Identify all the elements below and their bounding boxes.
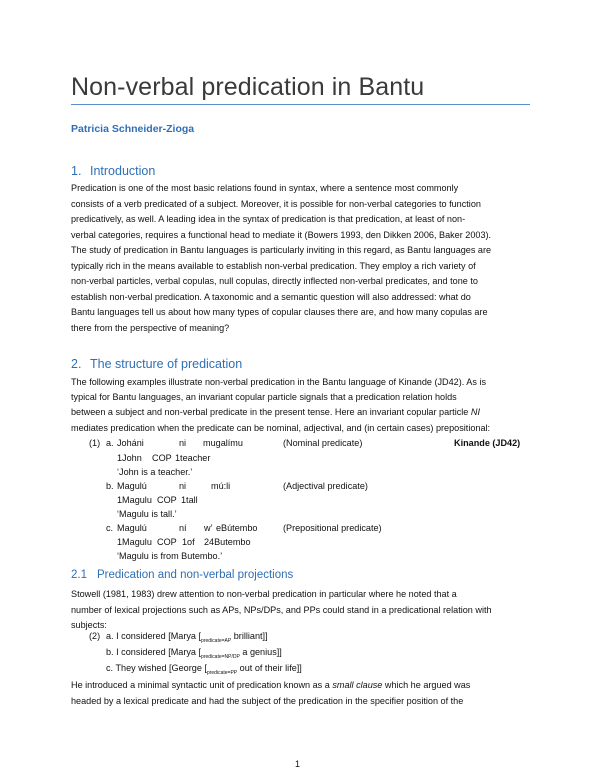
small-clause-term: small clause (332, 680, 383, 690)
para-line: consists of a verb predicated of a subject. Moreover, it is possible for non-verbal categories to function (71, 198, 481, 209)
closing-post: which he argued was (382, 680, 471, 690)
example-1a-translation: ‘John is a teacher.’ (117, 467, 193, 477)
example-1a-type: (Nominal predicate) (283, 438, 363, 448)
example-2c-pre: They wished [George [ (115, 663, 207, 673)
para-line (71, 678, 533, 694)
para-line: headed by a lexical predicate and had the subject of the predication in the specifier position of the (71, 695, 464, 706)
example-1a-label: a. (106, 438, 114, 448)
example-1b-label: b. (106, 481, 114, 491)
para-line: typically rich in the means available to establish non-verbal predication. They employ a rich variety of (71, 260, 476, 271)
example-1a-gloss: 1teacher (175, 453, 211, 463)
example-1a-word: mugalímu (203, 438, 243, 448)
example-1-language: Kinande (JD42) (454, 438, 521, 448)
copular-particle: NI (470, 407, 480, 418)
example-2c-label: c. (106, 663, 114, 673)
para-line: Stowell (1981, 1983) drew attention to non-verbal predication in particular where he noted that a (71, 589, 457, 599)
example-1c-label: c. (106, 523, 114, 533)
section-2-1-title: Predication and non-verbal projections (97, 569, 294, 581)
example-2b-pre: I considered [Marya [ (116, 647, 202, 657)
section-2-number: 2. (71, 357, 82, 371)
para-line: non-verbal particles, verbal copulas, null copulas, directly inflected non-verbal predicates, and tone to (71, 276, 478, 286)
section-2-1-number: 2.1 (71, 569, 87, 581)
closing-paragraph (71, 678, 533, 709)
para-line: typical for Bantu languages, an invariant copular particle signals that a predication relation holds (71, 392, 457, 403)
example-2c-text (115, 663, 302, 676)
para-line: The following examples illustrate non-verbal predication in the Bantu language of Kinande (JD42). As is (71, 377, 487, 387)
para-line: verbal categories, requires a functional head to mediate it (Bowers 1993, den Dikken 2006, Baker 2003). (71, 229, 492, 240)
page-number: 1 (295, 759, 301, 769)
section-2-1-paragraph (71, 587, 533, 634)
example-1b-type: (Adjectival predicate) (283, 481, 368, 491)
example-1c-word: Magulú (117, 523, 147, 533)
para-line: The study of predication in Bantu languages is particularly inviting in this regard, as Bantu languages are (71, 245, 492, 255)
section-1-heading (71, 164, 155, 178)
example-2a-post: brilliant]] (231, 631, 268, 641)
example-1c-word: ní (179, 523, 187, 533)
example-1a-gloss: COP (152, 453, 172, 463)
example-1b-translation: ‘Magulu is tall.’ (117, 509, 177, 519)
section-2-1-heading (71, 569, 293, 581)
example-2a-text (116, 631, 268, 644)
example-2c-subscript: predicate=PP (206, 669, 238, 676)
example-1a-gloss: 1John (117, 453, 142, 463)
example-1c-gloss: 24Butembo (204, 537, 251, 547)
para-line: Predication is one of the most basic relations found in syntax, where a sentence most commonly (71, 183, 459, 193)
example-1b-gloss: 1Magulu (117, 495, 152, 505)
example-1b-gloss: 1tall (181, 495, 198, 505)
closing-pre: He introduced a minimal syntactic unit of predication known as a (71, 680, 333, 690)
example-2a-subscript: predicate=AP (201, 637, 232, 644)
example-2a-pre: I considered [Marya [ (116, 631, 202, 641)
example-1c-gloss: COP (157, 537, 177, 547)
example-1b-word: Magulú (117, 481, 147, 491)
section-1-number: 1. (71, 164, 82, 178)
example-2c-post: out of their life]] (237, 663, 302, 673)
example-1c-gloss: 1Magulu (117, 537, 152, 547)
para-line: mediates predication when the predicate can be nominal, adjectival, and (in certain cases) prepositional: (71, 422, 491, 433)
example-1c-word: eBútembo (216, 523, 258, 533)
example-1b-word: ni (179, 481, 187, 491)
section-2-title: The structure of predication (90, 357, 243, 371)
example-1a-word: ni (179, 438, 187, 448)
example-1c-translation: ‘Magulu is from Butembo.’ (117, 551, 223, 561)
para-line: there from the perspective of meaning? (71, 322, 230, 333)
example-2b-subscript: predicate=NP/DP (201, 653, 240, 660)
example-2-number: (2) (89, 631, 101, 641)
example-1-number: (1) (89, 438, 101, 448)
example-2b-label: b. (106, 647, 114, 657)
para-line-text: between a subject and non-verbal predicate in the present tense. Here an invariant copular particle (71, 407, 471, 418)
example-2b-text (116, 647, 282, 660)
section-1-title: Introduction (90, 164, 156, 178)
para-line: Bantu languages tell us about how many types of copular clauses there are, and how many copulas are (71, 307, 488, 317)
example-2a-label: a. (106, 631, 114, 641)
example-1c-word: w’ (204, 523, 213, 533)
example-1a-word: Joháni (117, 438, 144, 448)
para-line: number of lexical projections such as APs, NPs/DPs, and PPs could stand in a predicational relation with (71, 604, 492, 615)
para-line: establish non-verbal predication. A taxonomic and a semantic question will also addressed: what do (71, 291, 471, 302)
example-1b-gloss: COP (157, 495, 177, 505)
example-1c-gloss: 1of (182, 537, 195, 547)
title-underline (71, 104, 530, 105)
example-1b-word: mú:li (211, 481, 231, 491)
paper-title: Non-verbal predication in Bantu (71, 73, 425, 101)
para-line: subjects: (71, 620, 107, 630)
para-line (71, 405, 533, 420)
section-2-heading (71, 357, 242, 371)
example-1c-type: (Prepositional predicate) (283, 523, 382, 533)
section-2-paragraph (71, 375, 533, 436)
para-line: predicatively, as well. A leading idea in the syntax of predication is that predication, at least of non- (71, 214, 466, 224)
example-2b-post: a genius]] (239, 647, 282, 657)
author-name: Patricia Schneider-Zioga (71, 123, 195, 135)
section-1-paragraph (71, 181, 533, 336)
